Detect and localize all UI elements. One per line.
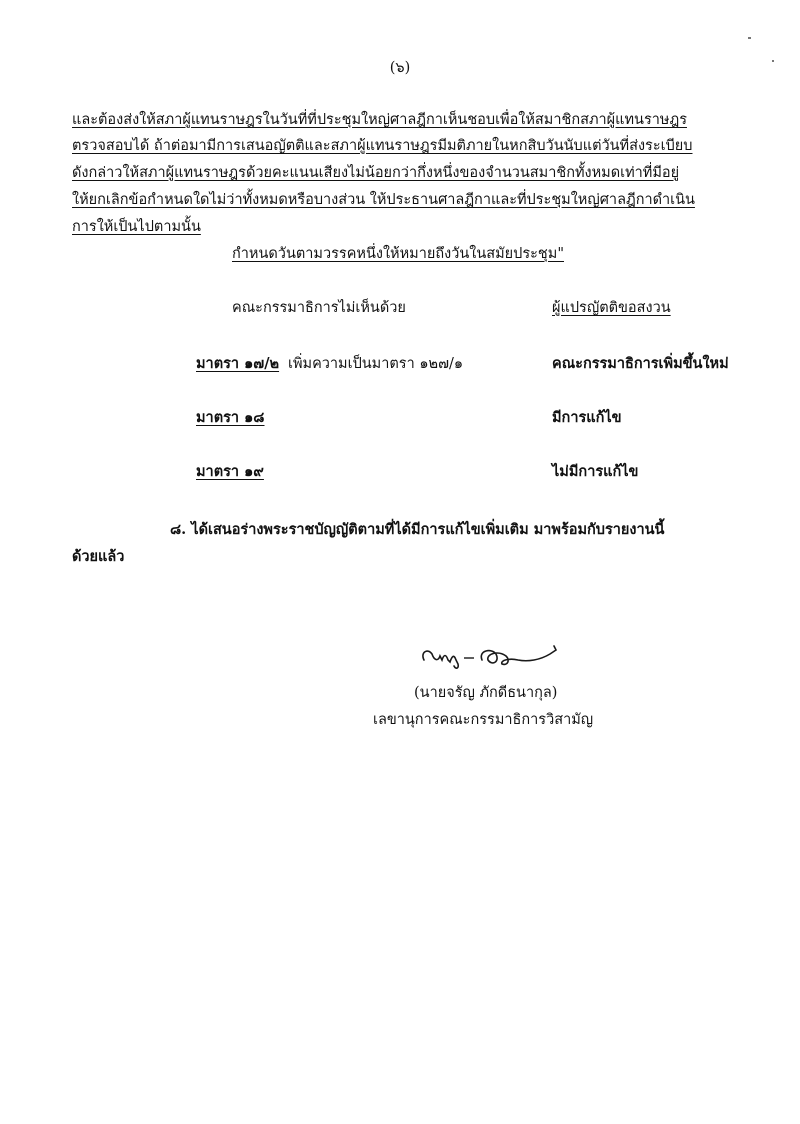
signature-image (418, 640, 568, 670)
committee-disagree-label: คณะกรรมาธิการไม่เห็นด้วย (232, 300, 406, 316)
paragraph-line: ดังกล่าวให้สภาผู้แทนราษฎรด้วยคะแนนเสียงไม่น้อยกว่ากึ่งหนึ่งของจำนวนสมาชิกทั้งหมดเท่าที่มีอยู่ (72, 165, 680, 181)
section-label: มาตรา ๑๘ (196, 409, 265, 426)
paragraph-line: การให้เป็นไปตามนั้น (72, 219, 201, 235)
section-label: มาตรา ๑๙ (196, 463, 264, 480)
section-result: มีการแก้ไข (552, 409, 622, 426)
signatory-name: (นายจรัญ ภักดีธนากุล) (414, 685, 558, 701)
paragraph-line: ตรวจสอบได้ ถ้าต่อมามีการเสนอญัตติและสภาผู้แทนราษฎรมีมติภายในหกสิบวันนับแต่วันที่ส่งระเบียบ (72, 138, 693, 154)
reservation-holder-label: ผู้แปรญัตติขอสงวน (552, 300, 671, 316)
paragraph-line: ให้ยกเลิกข้อกำหนดใดไม่ว่าทั้งหมดหรือบางส่วน ให้ประธานศาลฎีกาและที่ประชุมใหญ่ศาลฎีกาดำเนิน (72, 192, 695, 208)
section-result: ไม่มีการแก้ไข (552, 463, 639, 480)
scan-speck (772, 60, 774, 62)
paragraph-line: และต้องส่งให้สภาผู้แทนราษฎรในวันที่ที่ประชุมใหญ่ศาลฎีกาเห็นชอบเพื่อให้สมาชิกสภาผู้แทนราษฎร (72, 112, 687, 128)
section-label: มาตรา ๑๗/๒ (196, 355, 280, 372)
item-8-line: ๘. ได้เสนอร่างพระราชบัญญัติตามที่ได้มีการแก้ไขเพิ่มเติม มาพร้อมกับรายงานนี้ (170, 521, 665, 538)
signatory-position: เลขานุการคณะกรรมาธิการวิสามัญ (373, 712, 594, 728)
scan-speck (748, 37, 751, 39)
item-8-continuation: ด้วยแล้ว (72, 548, 125, 565)
section-detail: เพิ่มความเป็นมาตรา ๑๒๗/๑ (288, 356, 464, 372)
page-number: (๖) (389, 60, 411, 76)
section-result: คณะกรรมาธิการเพิ่มขึ้นใหม่ (552, 355, 729, 372)
paragraph-last-line: กำหนดวันตามวรรคหนึ่งให้หมายถึงวันในสมัยประชุม" (232, 246, 564, 262)
